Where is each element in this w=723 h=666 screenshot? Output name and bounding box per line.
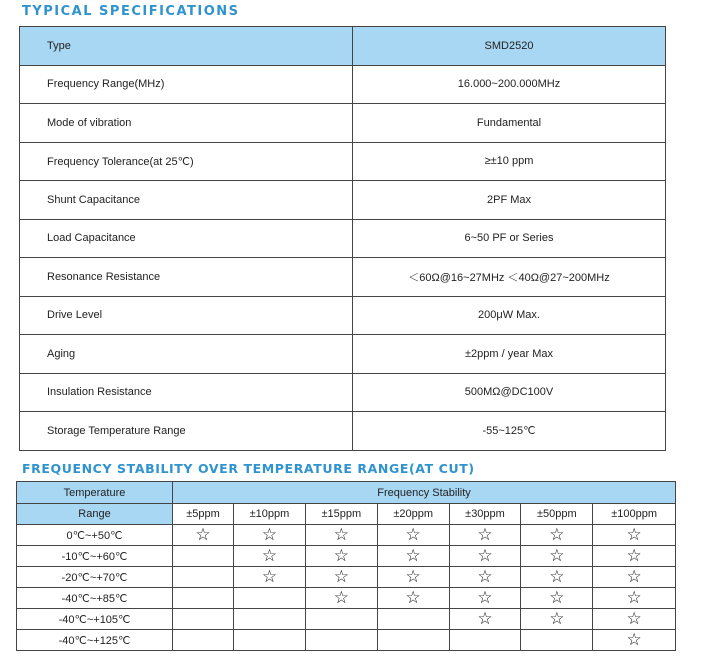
spec-value: ±2ppm / year Max bbox=[353, 335, 666, 374]
stability-cell bbox=[173, 567, 234, 588]
stability-cell bbox=[377, 567, 449, 588]
star-icon: ☆ bbox=[626, 629, 642, 650]
stability-column-header: ±10ppm bbox=[234, 504, 306, 525]
spec-row bbox=[20, 181, 666, 220]
spec-row bbox=[20, 27, 666, 66]
star-icon: ☆ bbox=[261, 566, 278, 587]
star-icon: ☆ bbox=[477, 545, 493, 566]
frequency-stability-table bbox=[16, 481, 676, 651]
spec-key: Shunt Capacitance bbox=[20, 181, 353, 220]
stability-cell bbox=[593, 609, 676, 630]
temperature-range: 0℃~+50℃ bbox=[17, 525, 173, 546]
star-icon: ☆ bbox=[333, 587, 349, 608]
stability-cell bbox=[173, 588, 234, 609]
spec-value: 16.000~200.000MHz bbox=[353, 65, 666, 104]
star-icon: ☆ bbox=[477, 608, 493, 629]
spec-value: 6~50 PF or Series bbox=[353, 219, 666, 258]
stability-cell bbox=[234, 588, 306, 609]
star-icon: ☆ bbox=[333, 524, 349, 545]
spec-key: Type bbox=[20, 27, 353, 66]
star-icon: ☆ bbox=[261, 545, 278, 566]
stability-cell bbox=[449, 588, 521, 609]
star-icon: ☆ bbox=[405, 545, 421, 566]
temperature-range: -40℃~+105℃ bbox=[17, 609, 173, 630]
temperature-range: -20℃~+70℃ bbox=[17, 567, 173, 588]
stability-cell bbox=[593, 588, 676, 609]
temperature-range: -40℃~+125℃ bbox=[17, 630, 173, 651]
spec-row bbox=[20, 335, 666, 374]
spec-key: Drive Level bbox=[20, 296, 353, 335]
spec-value: ≥±10 ppm bbox=[353, 142, 666, 181]
stability-cell bbox=[377, 630, 449, 651]
range-header: Range bbox=[17, 504, 173, 525]
spec-value: SMD2520 bbox=[353, 27, 666, 66]
star-icon: ☆ bbox=[195, 524, 211, 545]
spec-row bbox=[20, 219, 666, 258]
star-icon: ☆ bbox=[626, 587, 642, 608]
stability-column-header: ±50ppm bbox=[521, 504, 593, 525]
spec-key: Storage Temperature Range bbox=[20, 412, 353, 451]
stability-cell bbox=[521, 567, 593, 588]
spec-row bbox=[20, 65, 666, 104]
star-icon: ☆ bbox=[333, 545, 349, 566]
stability-cell bbox=[234, 609, 306, 630]
star-icon: ☆ bbox=[405, 587, 421, 608]
stability-cell bbox=[305, 588, 377, 609]
stability-cell bbox=[449, 546, 521, 567]
stability-cell bbox=[521, 588, 593, 609]
stability-cell bbox=[449, 567, 521, 588]
star-icon: ☆ bbox=[549, 545, 565, 566]
specs-heading: TYPICAL SPECIFICATIONS bbox=[22, 4, 240, 19]
spec-key: Resonance Resistance bbox=[20, 258, 353, 297]
spec-value: 200μW Max. bbox=[353, 296, 666, 335]
stability-column-header: ±5ppm bbox=[173, 504, 234, 525]
spec-key: Load Capacitance bbox=[20, 219, 353, 258]
spec-key: Aging bbox=[20, 335, 353, 374]
star-icon: ☆ bbox=[477, 587, 493, 608]
stability-row bbox=[17, 630, 676, 651]
spec-row bbox=[20, 373, 666, 412]
star-icon: ☆ bbox=[477, 566, 493, 587]
stability-column-header: ±20ppm bbox=[377, 504, 449, 525]
star-icon: ☆ bbox=[477, 524, 493, 545]
stability-cell bbox=[377, 588, 449, 609]
spec-value: Fundamental bbox=[353, 104, 666, 143]
star-icon: ☆ bbox=[626, 608, 642, 629]
stability-cell bbox=[234, 567, 306, 588]
star-icon: ☆ bbox=[405, 524, 421, 545]
stability-cell bbox=[305, 525, 377, 546]
stability-cell bbox=[234, 630, 306, 651]
stability-row bbox=[17, 588, 676, 609]
star-icon: ☆ bbox=[549, 608, 565, 629]
stability-cell bbox=[377, 546, 449, 567]
stability-column-header: ±30ppm bbox=[449, 504, 521, 525]
stability-cell bbox=[173, 546, 234, 567]
stability-cell bbox=[305, 567, 377, 588]
spec-row bbox=[20, 296, 666, 335]
star-icon: ☆ bbox=[626, 524, 642, 545]
stability-cell bbox=[234, 525, 306, 546]
stability-cell bbox=[449, 630, 521, 651]
spec-row bbox=[20, 258, 666, 297]
stability-cell bbox=[173, 525, 234, 546]
spec-key: Frequency Range(MHz) bbox=[20, 65, 353, 104]
spec-value: 500MΩ@DC100V bbox=[353, 373, 666, 412]
stability-cell bbox=[521, 525, 593, 546]
stability-cell bbox=[593, 567, 676, 588]
stability-cell bbox=[173, 609, 234, 630]
spec-value: 2PF Max bbox=[353, 181, 666, 220]
star-icon: ☆ bbox=[626, 566, 642, 587]
stability-column-header: ±100ppm bbox=[593, 504, 676, 525]
spec-value: ＜60Ω@16~27MHz ＜40Ω@27~200MHz bbox=[353, 258, 666, 297]
spec-row bbox=[20, 142, 666, 181]
spec-value: -55~125℃ bbox=[353, 412, 666, 451]
stability-cell bbox=[234, 546, 306, 567]
star-icon: ☆ bbox=[333, 566, 349, 587]
star-icon: ☆ bbox=[549, 524, 565, 545]
temperature-range: -10℃~+60℃ bbox=[17, 546, 173, 567]
temperature-header: Temperature bbox=[17, 482, 173, 504]
star-icon: ☆ bbox=[261, 524, 278, 545]
stability-cell bbox=[593, 546, 676, 567]
temperature-range: -40℃~+85℃ bbox=[17, 588, 173, 609]
stability-cell bbox=[593, 630, 676, 651]
frequency-stability-header: Frequency Stability bbox=[173, 482, 676, 504]
stability-cell bbox=[377, 525, 449, 546]
spec-row bbox=[20, 412, 666, 451]
stability-cell bbox=[305, 609, 377, 630]
stability-cell bbox=[521, 609, 593, 630]
stability-cell bbox=[377, 609, 449, 630]
spec-key: Mode of vibration bbox=[20, 104, 353, 143]
spec-key: Insulation Resistance bbox=[20, 373, 353, 412]
star-icon: ☆ bbox=[626, 545, 642, 566]
spec-row bbox=[20, 104, 666, 143]
stability-cell bbox=[593, 525, 676, 546]
stability-row bbox=[17, 567, 676, 588]
stability-row bbox=[17, 546, 676, 567]
stability-cell bbox=[521, 546, 593, 567]
star-icon: ☆ bbox=[549, 587, 565, 608]
stability-cell bbox=[173, 630, 234, 651]
spec-key: Frequency Tolerance(at 25℃) bbox=[20, 142, 353, 181]
stability-column-header: ±15ppm bbox=[305, 504, 377, 525]
specifications-table bbox=[19, 26, 666, 451]
stability-cell bbox=[305, 546, 377, 567]
stability-cell bbox=[521, 630, 593, 651]
stability-row bbox=[17, 609, 676, 630]
star-icon: ☆ bbox=[405, 566, 421, 587]
stability-row bbox=[17, 525, 676, 546]
star-icon: ☆ bbox=[549, 566, 565, 587]
stability-cell bbox=[449, 609, 521, 630]
stability-cell bbox=[449, 525, 521, 546]
stability-cell bbox=[305, 630, 377, 651]
stability-heading: FREQUENCY STABILITY OVER TEMPERATURE RANGE(AT CUT) bbox=[22, 461, 475, 476]
